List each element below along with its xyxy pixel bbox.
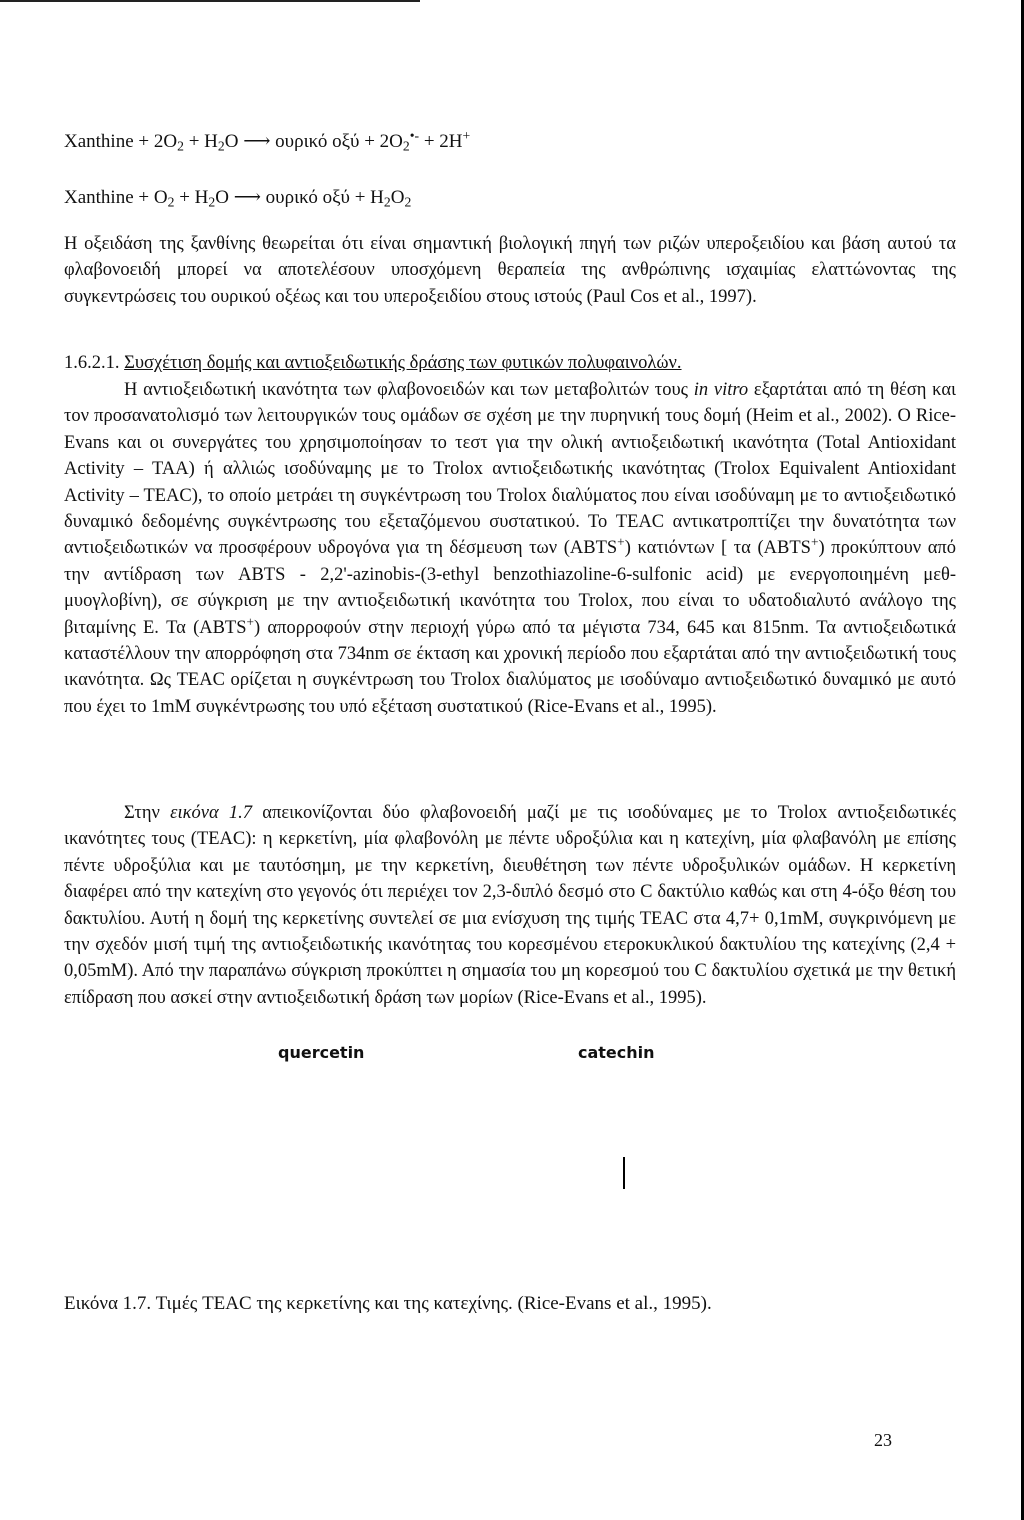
equation-peroxide: Xanthine + $O_2 + H_2O$ ⟶ ουρικό $o\xi ύ + H_2O_2$ (64, 187, 412, 210)
paragraph-text: Στην εικόνα 1.7 απεικονίζονται δύο φλαβονοειδή μαζί με τις ισοδύναμες με το Trolox αντιοξειδωτικές ικανότητες τους (TEAC): η κερκετίνη, μία φλαβονόλη με πέντε υδροξύλια και η κατεχίνη, μία φλαβανόλη με επίσης πέντε υδροξύλια και με ταυτόσημη, με την κερκετίνη, διευθέτηση των πέντε υδροξυλικών ομάδων. Η κερκετίνη διαφέρει από την κατεχίνη στο γεγονός ότι περιέχει τον 2,3-διπλό δεσμό στο C δακτύλιο καθώς και στη 4-όξο θέση του δακτυλίου. Αυτή η δομή της κερκετίνης συντελεί σε μια ενίσχυση της τιμής TEAC στα 4,7+ 0,1mM, συγκρινόμενη με την σχεδόν μισή τιμή της αντιοξειδωτικής ικανότητας του κορεσμένου ετεροκυκλικού δακτυλίου της κατεχίνης (2,4 + 0,05mM). Από την παραπάνω σύγκριση προκύπτει η σημασία του μη κορεσμού του C δακτυλίου σχετικά με την θετική επίδραση που ασκεί στην αντιοξειδωτική δράση των μορίων (Rice-Evans et al., 1995). (64, 803, 956, 1008)
quercetin-label: quercetin (278, 1043, 365, 1062)
section-number: 1.6.2.1. (64, 353, 120, 373)
section-heading (64, 353, 682, 374)
catechin-label: catechin (578, 1043, 655, 1062)
paragraph-figure-description (64, 800, 956, 1011)
equation-superoxide: Xanthine + $2O_2 + H_2O$ ⟶ ουρικό $o\xi ύ + 2O_2^{•-} + 2H^+$ (64, 128, 471, 154)
paragraph-antioxidant-capacity (64, 377, 956, 720)
paragraph-text: Η οξειδάση της ξανθίνης θεωρείται ότι είναι σημαντική βιολογική πηγή των ριζών υπεροξειδίου και βάση αυτού τα φλαβονοειδή μπορεί να αποτελέσουν υποσχόμενη θεραπεία της ανθρώπινης ισχαιμίας ελαττώνοντας της συγκεντρώσεις του ουρικού οξέως και του υπεροξειδίου στους ιστούς (Paul Cos et al., 1997). (64, 234, 956, 307)
top-border-line (0, 0, 420, 2)
page-number: 23 (874, 1430, 892, 1450)
structure-bond-line (623, 1157, 625, 1189)
paragraph-text: Η αντιοξειδωτική ικανότητα των φλαβονοειδών και των μεταβολιτών τους in vitro εξαρτάται από τη θέση και τον προσανατολισμό των λειτουργικών τους ομάδων σε σχέση με την πυρηνική τους δομή (Heim et al., 2002). Ο Rice-Evans και οι συνεργάτες του χρησιμοποίησαν το τεστ για την ολική αντιοξειδωτική ικανότητα (Total Antioxidant Activity – TAA) ή αλλιώς ισοδύναμης με το Trolox αντιοξειδωτικής ικανότητας (Trolox Equivalent Antioxidant Activity – TEAC), το οποίο μετράει τη συγκέντρωση του Trolox διαλύματος που είναι ισοδύναμη με το αντιοξειδωτικό δυναμικό δεδομένης συγκέντρωσης του εξεταζόμενου συστατικού. Το TEAC αντικατροπτίζει την δυνατότητα των αντιοξειδωτικών να προσφέρουν υδρογόνα για τη δέσμευση των (ABTS+) κατιόντων [ τα (ABTS+) προκύπτουν από την αντίδραση των ABTS - 2,2'-azinobis-(3-ethyl benzothiazoline-6-sulfonic acid) με ενεργοποιημένη μεθ-μυογλοβίνη), σε σύγκριση με την αντιοξειδωτική ικανότητα του Trolox, που είναι το υδατοδιαλυτό ανάλογο της βιταμίνης E. Τα (ABTS+) απορροφούν στην περιοχή γύρω από τα μέγιστα 734, 645 και 815nm. Τα αντιοξειδωτικά καταστέλλουν την απορρόφηση στα 734nm σε έκταση και χρονική περίοδο που εξαρτάται από την αντιοξειδωτική τους ικανότητα. Ως TEAC ορίζεται η συγκέντρωση του Trolox διαλύματος με ισοδύναμο αντιοξειδωτικό δυναμικό με αυτό που έχει το 1mM συγκέντρωσης του υπό εξέταση συστατικού (Rice-Evans et al., 1995). (64, 380, 957, 717)
section-title: Συσχέτιση δομής και αντιοξειδωτικής δράσης των φυτικών πολυφαινολών. (124, 353, 682, 373)
paragraph-xanthine-oxidase (64, 231, 956, 310)
figure-caption: Εικόνα 1.7. Τιμές TEAC της κερκετίνης και της κατεχίνης. (Rice-Evans et al., 1995). (64, 1293, 712, 1314)
